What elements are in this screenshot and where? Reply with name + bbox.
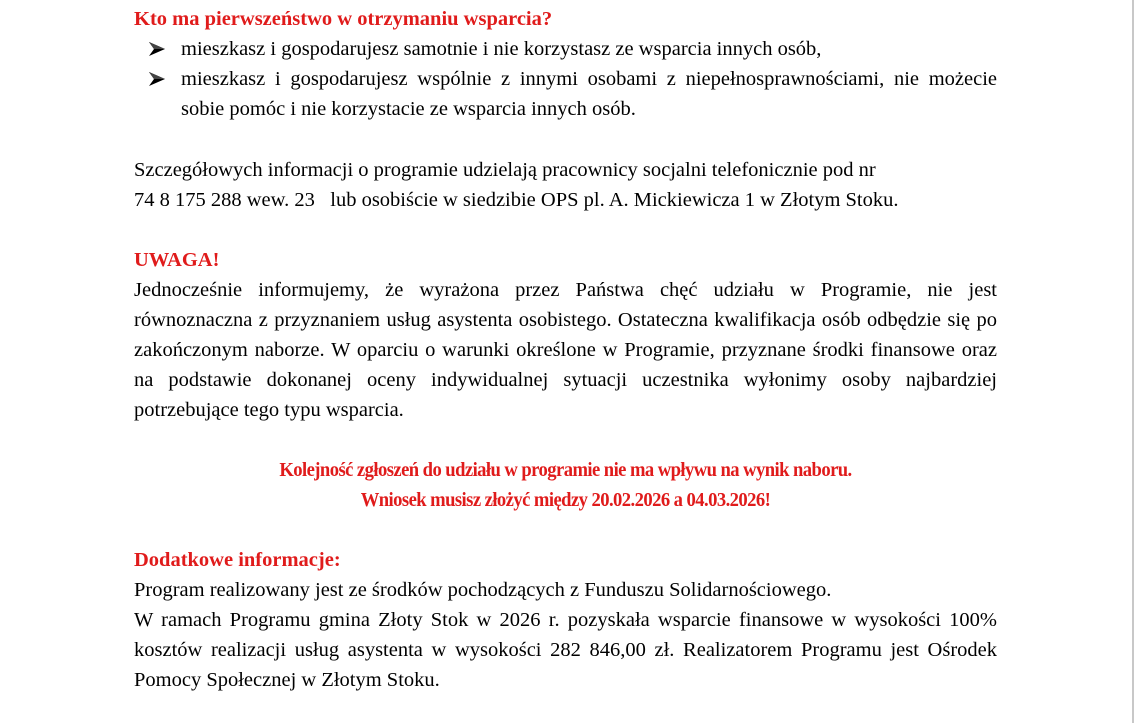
priority-list [134,34,997,124]
arrowhead-bullet-icon [149,64,165,94]
arrowhead-bullet-icon [149,34,165,64]
bullet-text: mieszkasz i gospodarujesz wspólnie z innymi osobami z niepełnosprawnościami, nie możecie sobie pomóc i nie korzystacie ze wsparcia innych osób. [181,68,997,120]
priority-section [134,0,997,124]
warning-section [134,245,997,425]
additional-section [134,545,997,695]
notice-order-line: Kolejność zgłoszeń do udziału w programie nie ma wpływu na wynik naboru. [279,459,852,481]
notice-deadline-line: Wniosek musisz złożyć między 20.02.2026 a 04.03.2026! [360,489,771,511]
additional-heading: Dodatkowe informacje: [134,549,341,571]
additional-text: W ramach Programu gmina Złoty Stok w 2026 r. pozyskała wsparcie finansowe w wysokości 100% kosztów realizacji usług asystenta w wysokości 282 846,00 zł. Realizatorem Programu jest Ośrodek Pomocy Społecznej w Złotym Stoku. [134,609,997,691]
priority-heading: Kto ma pierwszeństwo w otrzymaniu wsparcia? [134,8,553,30]
list-item [134,64,997,124]
page-border [1132,0,1134,723]
additional-funding-line: Program realizowany jest ze środków pochodzących z Funduszu Solidarnościowego. [134,579,832,601]
contact-line-2: 74 8 175 288 wew. 23 lub osobiście w siedzibie OPS pl. A. Mickiewicza 1 w Złotym Stoku. [134,189,899,211]
contact-section [134,154,997,215]
contact-line-1: Szczegółowych informacji o programie udzielają pracownicy socjalni telefonicznie pod nr [134,159,876,181]
warning-text: Jednocześnie informujemy, że wyrażona przez Państwa chęć udziału w Programie, nie jest równoznaczna z przyznaniem usług asystenta osobistego. Ostateczna kwalifikacja osób odbędzie się po zakończonym naborze. W oparciu o warunki określone w Programie, przyznane środki finansowe oraz na podstawie dokonanej oceny indywidualnej sytuacji uczestnika wyłonimy osoby najbardziej potrzebujące tego typu wsparcia. [134,279,997,421]
list-item [134,34,997,64]
warning-heading: UWAGA! [134,249,220,271]
bullet-text: mieszkasz i gospodarujesz samotnie i nie korzystasz ze wsparcia innych osób, [181,38,822,60]
notice-section [134,455,997,515]
document-page [134,0,997,695]
